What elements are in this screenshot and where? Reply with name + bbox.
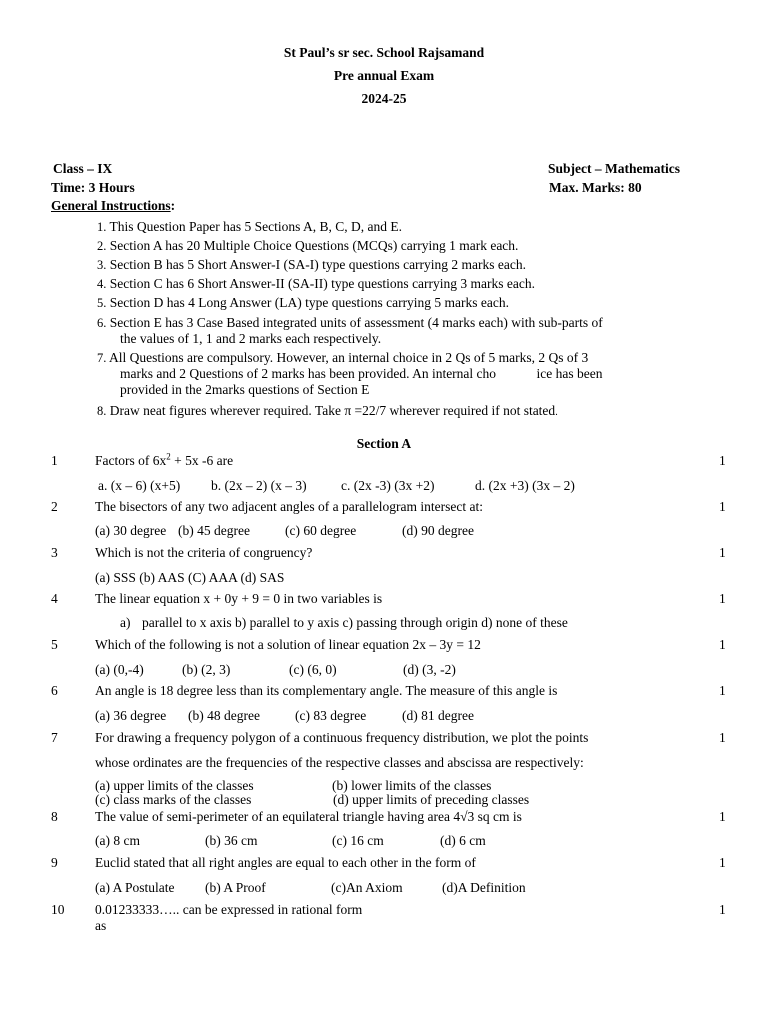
option: (d)A Definition (442, 880, 526, 895)
question-text: The linear equation x + 0y + 9 = 0 in two variables is (95, 591, 383, 606)
school-name: St Paul’s sr sec. School Rajsamand (283, 45, 485, 60)
question-number: 4 (51, 591, 58, 606)
subject-label: Subject – Mathematics (548, 161, 680, 176)
instructions-heading (51, 198, 175, 214)
instruction-number: 3. (97, 258, 107, 272)
option: (b) 48 degree (188, 708, 260, 723)
instruction-text: Section D has 4 Long Answer (LA) type questions carrying 5 marks each. (109, 295, 510, 310)
question-number: 6 (51, 683, 58, 698)
section-a-title: Section A (356, 436, 412, 451)
option: d. (2x +3) (3x – 2) (475, 478, 575, 493)
option: b. (2x – 2) (x – 3) (211, 478, 307, 493)
option: (a) 36 degree (95, 708, 167, 723)
question-text-pre: Factors of 6x (95, 453, 167, 468)
option: (c) 60 degree (285, 523, 357, 538)
question-number: 10 (51, 902, 65, 917)
question-mark: 1 (719, 683, 726, 698)
question-text-post: + 5x -6 are (170, 453, 234, 468)
question-text-cont: as (95, 918, 107, 933)
option: parallel to x axis b) parallel to y axis c) passing through origin d) none of these (142, 615, 568, 630)
question-text: An angle is 18 degree less than its complementary angle. The measure of this angle is (95, 683, 558, 698)
question-number: 1 (51, 453, 58, 468)
exam-title: Pre annual Exam (333, 68, 435, 83)
option: (a) upper limits of the classes (95, 778, 254, 793)
option: (a) A Postulate (95, 880, 175, 895)
question-number: 8 (51, 809, 58, 824)
instruction-number: 8. (97, 404, 107, 418)
instruction-text: This Question Paper has 5 Sections A, B, C, D, and E. (109, 219, 402, 234)
question-text: 0.01233333….. can be expressed in rational form (95, 902, 363, 917)
instruction-number: 5. (97, 296, 107, 310)
question-mark: 1 (719, 499, 726, 514)
question-number: 5 (51, 637, 58, 652)
instruction-item (97, 238, 518, 254)
question-text: Euclid stated that all right angles are equal to each other in the form of (95, 855, 476, 870)
question-mark: 1 (719, 809, 726, 824)
question-mark: 1 (719, 637, 726, 652)
question-mark: 1 (719, 453, 726, 468)
max-marks-label: Max. Marks: 80 (549, 180, 642, 195)
option: (d) 90 degree (402, 523, 474, 538)
option: (d) upper limits of preceding classes (333, 792, 530, 807)
question-number: 7 (51, 730, 58, 745)
instruction-text-cont: the values of 1, 1 and 2 marks each respectively. (120, 331, 382, 346)
option: (c) 16 cm (332, 833, 384, 848)
question-mark: 1 (719, 855, 726, 870)
question-number: 2 (51, 499, 58, 514)
instruction-number: 1. (97, 220, 107, 234)
question-text: The bisectors of any two adjacent angles of a parallelogram intersect at: (95, 499, 483, 514)
option: (a) SSS (b) AAS (C) AAA (d) SAS (95, 570, 285, 585)
option: (b) 36 cm (205, 833, 258, 848)
exam-year: 2024-25 (361, 91, 407, 106)
option: (a) (0,-4) (95, 662, 144, 677)
question-number: 3 (51, 545, 58, 560)
question-text (95, 453, 233, 469)
instruction-text-cont: marks and 2 Questions of 2 marks has been provided. An internal cho ice has been (120, 366, 603, 381)
instruction-item (97, 315, 603, 347)
instruction-number: 7. (97, 351, 107, 365)
instruction-number: 6. (97, 316, 107, 330)
question-mark: 1 (719, 591, 726, 606)
question-text-cont: whose ordinates are the frequencies of the respective classes and abscissa are respectively: (95, 755, 584, 770)
option: (c) class marks of the classes (95, 792, 252, 807)
instruction-text: Section A has 20 Multiple Choice Questions (MCQs) carrying 1 mark each. (109, 238, 519, 253)
instruction-item (97, 403, 558, 421)
instruction-item (97, 295, 509, 311)
question-number: 9 (51, 855, 58, 870)
instruction-trail: . (555, 407, 558, 418)
option: a. (x – 6) (x+5) (98, 478, 181, 493)
option: (d) (3, -2) (403, 662, 456, 677)
instruction-item (97, 350, 603, 398)
instruction-text: Section E has 3 Case Based integrated units of assessment (4 marks each) with sub-parts of (109, 315, 603, 330)
instruction-text: Section B has 5 Short Answer-I (SA-I) type questions carrying 2 marks each. (109, 257, 527, 272)
instruction-item (97, 219, 402, 235)
instruction-text: Draw neat figures wherever required. Take π =22/7 wherever required if not stated (109, 403, 556, 418)
question-mark: 1 (719, 545, 726, 560)
instruction-text-cont: provided in the 2marks questions of Section E (120, 382, 370, 397)
option: (b) 45 degree (178, 523, 250, 538)
exponent: 2 (166, 451, 171, 462)
question-mark: 1 (719, 902, 726, 917)
instruction-number: 2. (97, 239, 107, 253)
option: (a) 30 degree (95, 523, 167, 538)
time-label: Time: 3 Hours (51, 180, 135, 195)
class-label: Class – IX (53, 161, 113, 176)
question-text: For drawing a frequency polygon of a continuous frequency distribution, we plot the points (95, 730, 589, 745)
instruction-number: 4. (97, 277, 107, 291)
option: (c)An Axiom (331, 880, 403, 895)
instruction-item (97, 276, 535, 292)
instructions-heading-colon: : (170, 198, 176, 213)
option: (b) lower limits of the classes (332, 778, 492, 793)
question-text: The value of semi-perimeter of an equilateral triangle having area 4√3 sq cm is (95, 809, 522, 824)
option: (c) 83 degree (295, 708, 367, 723)
option: (b) (2, 3) (182, 662, 231, 677)
instruction-item (97, 257, 526, 273)
option: (d) 6 cm (440, 833, 486, 848)
question-text: Which is not the criteria of congruency? (95, 545, 313, 560)
option: (c) (6, 0) (289, 662, 337, 677)
instruction-text: All Questions are compulsory. However, an internal choice in 2 Qs of 5 marks, 2 Qs of 3 (109, 350, 589, 365)
option: (d) 81 degree (402, 708, 474, 723)
option-marker: a) (120, 615, 131, 630)
instruction-text: Section C has 6 Short Answer-II (SA-II) type questions carrying 3 marks each. (109, 276, 536, 291)
instructions-heading-text: General Instructions (51, 198, 171, 213)
option: c. (2x -3) (3x +2) (341, 478, 435, 493)
question-mark: 1 (719, 730, 726, 745)
option: (a) 8 cm (95, 833, 140, 848)
question-text: Which of the following is not a solution of linear equation 2x – 3y = 12 (95, 637, 481, 652)
option: (b) A Proof (205, 880, 266, 895)
